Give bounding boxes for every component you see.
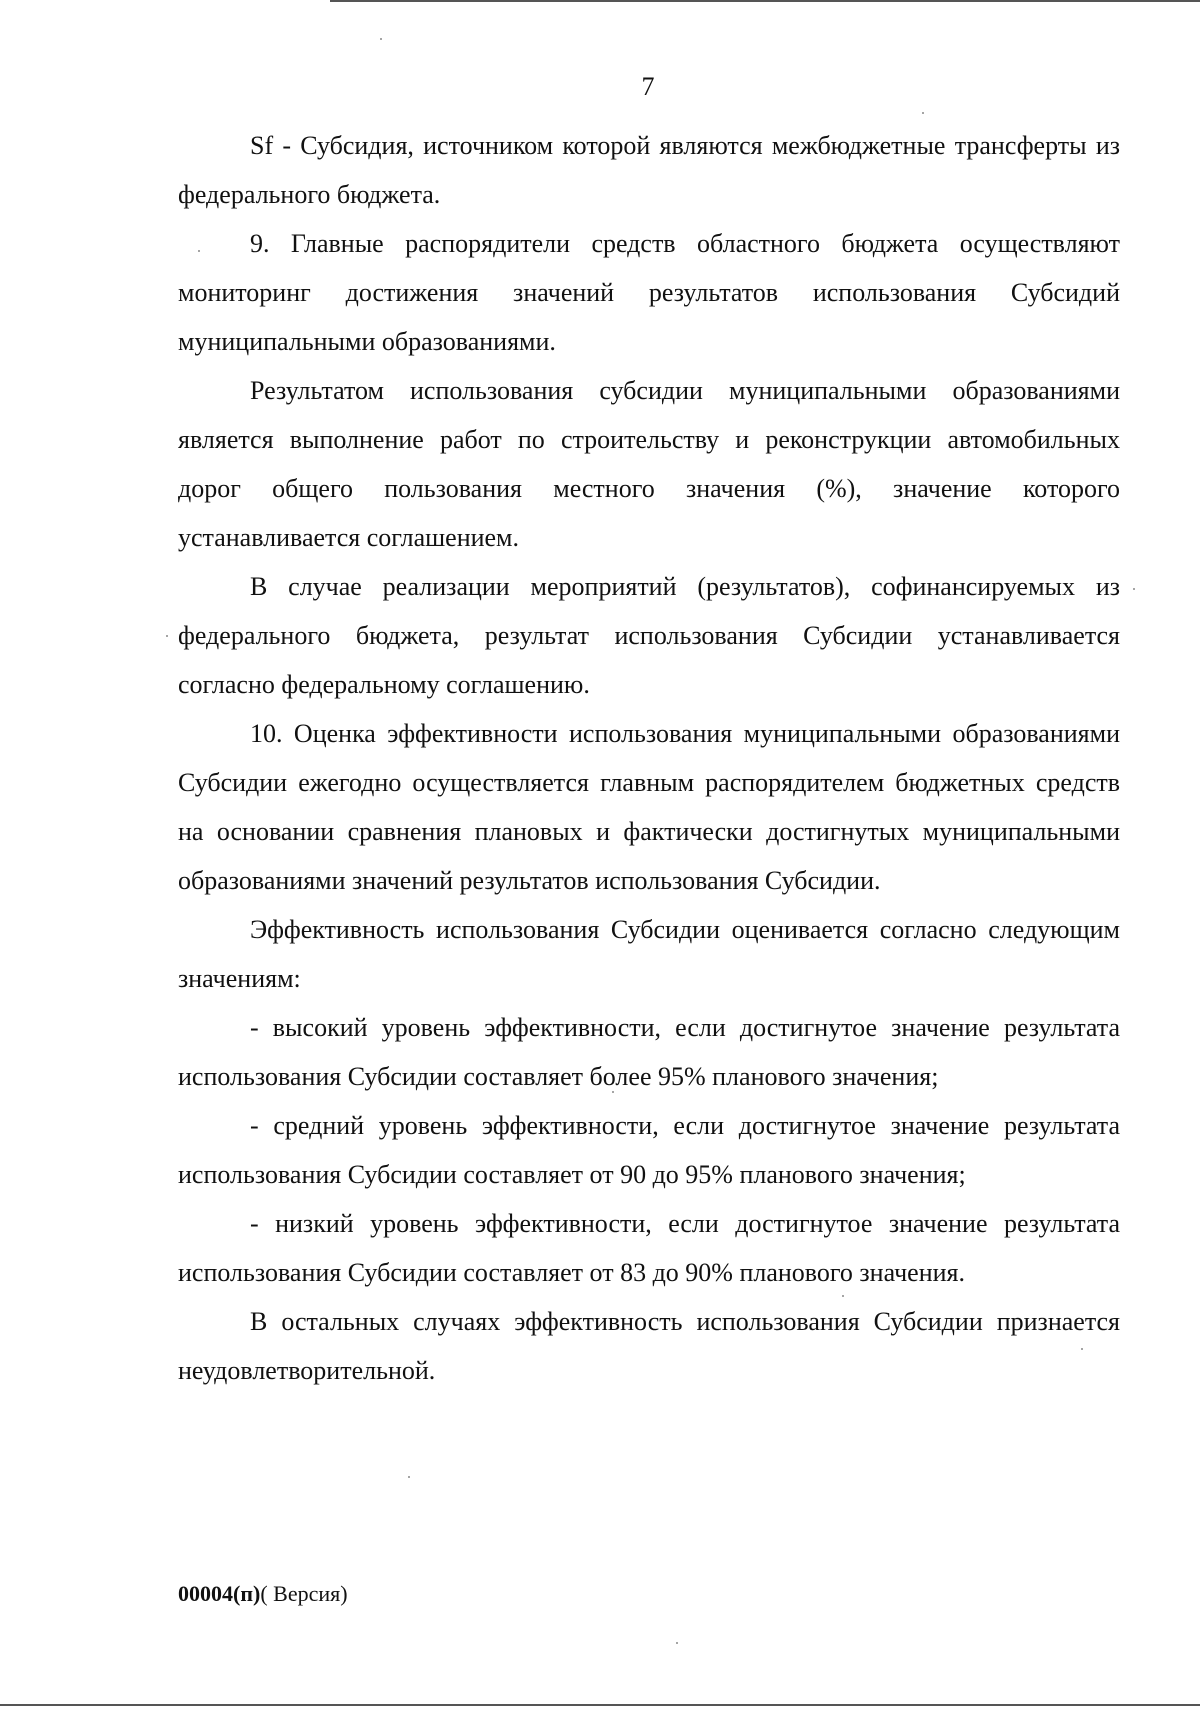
top-border-line — [330, 0, 1200, 2]
scan-speck — [842, 1295, 844, 1297]
list-item-low-efficiency: - низкий уровень эффективности, если достигнутое значение результата использования Субсидии составляет от 83 до 90% планового значения. — [178, 1209, 1120, 1287]
scan-speck — [166, 635, 168, 637]
scan-speck — [380, 38, 382, 40]
paragraph-usage-result: Результатом использования субсидии муниципальными образованиями является выполнение работ по строительству и реконструкции автомобильных дорог общего пользования местного значения (%), значение которого устанавливается соглашением. — [178, 376, 1120, 552]
paragraph-sf-definition: Sf - Субсидия, источником которой являются межбюджетные трансферты из федерального бюджета. — [178, 131, 1120, 209]
document-body — [178, 121, 1120, 1395]
document-version: ( Версия) — [260, 1581, 348, 1606]
paragraph-9-monitoring: 9. Главные распорядители средств областного бюджета осуществляют мониторинг достижения значений результатов использования Субсидий муниципальными образованиями. — [178, 229, 1120, 356]
scan-speck — [1081, 1348, 1083, 1350]
document-footer — [178, 1580, 348, 1608]
page-number: 7 — [641, 72, 655, 101]
scan-speck — [198, 250, 200, 252]
paragraph-efficiency-criteria: Эффективность использования Субсидии оценивается согласно следующим значениям: — [178, 915, 1120, 993]
scan-speck — [408, 1476, 410, 1478]
list-item-high-efficiency: - высокий уровень эффективности, если достигнутое значение результата использования Субсидии составляет более 95% планового значения; — [178, 1013, 1120, 1091]
scan-speck — [612, 1091, 614, 1093]
document-code: 00004(п) — [178, 1581, 261, 1606]
paragraph-unsatisfactory: В остальных случаях эффективность использования Субсидии признается неудовлетворительной. — [178, 1307, 1120, 1385]
paragraph-federal-cofinancing: В случае реализации мероприятий (результатов), софинансируемых из федерального бюджета, результат использования Субсидии устанавливается согласно федеральному соглашению. — [178, 572, 1120, 699]
list-item-medium-efficiency: - средний уровень эффективности, если достигнутое значение результата использования Субсидии составляет от 90 до 95% планового значения; — [178, 1111, 1120, 1189]
paragraph-10-evaluation: 10. Оценка эффективности использования муниципальными образованиями Субсидии ежегодно осуществляется главным распорядителем бюджетных средств на основании сравнения плановых и фактически достигнутых муниципальными образованиями значений результатов использования Субсидии. — [178, 719, 1120, 895]
bottom-border-line — [0, 1704, 1200, 1706]
scan-speck — [1133, 588, 1135, 590]
scan-speck — [676, 1642, 678, 1644]
scan-speck — [922, 112, 924, 114]
